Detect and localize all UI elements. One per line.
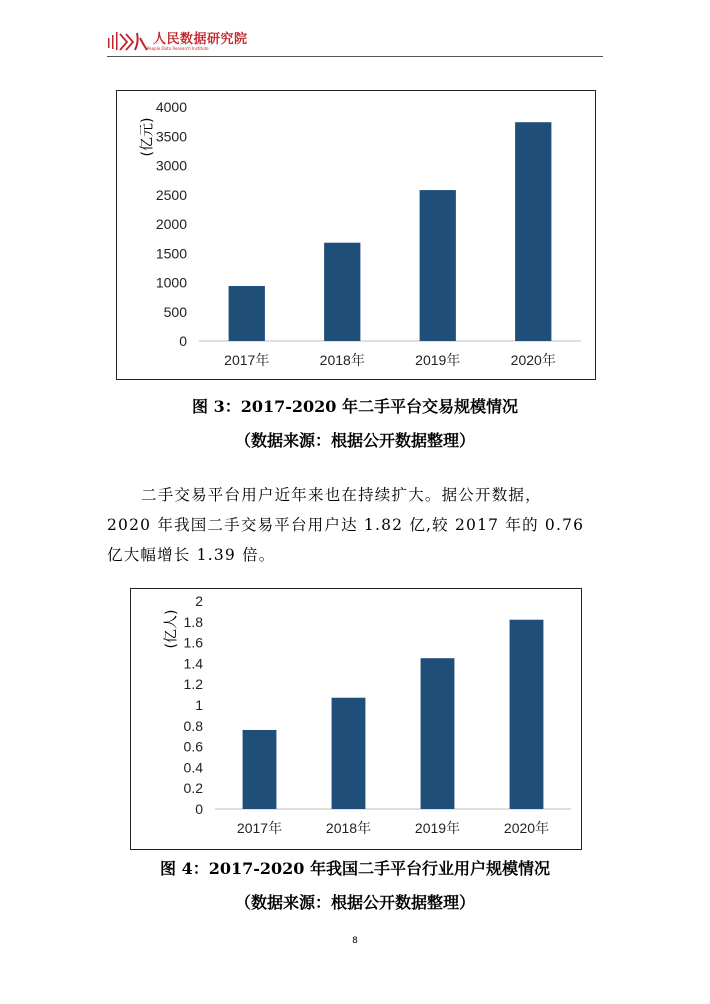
chart2-ytick-label: 2 [195,593,203,609]
chart2-ytick-label: 0.6 [183,738,203,755]
logo-subtext: People Data Research Institute [147,46,209,51]
chart1-ytick-label: 4000 [155,99,187,115]
paragraph-line-1: 二手交易平台用户近年来也在持续扩大。据公开数据， [141,486,542,504]
header-divider [107,56,603,57]
body-paragraph [107,480,603,570]
chart1-ytick-label: 1000 [155,274,187,291]
logo-text: 人民数据研究院 [153,32,248,47]
chart1-xtick-label: 2017年 [224,352,270,368]
chart1-ytick-label: 3000 [155,157,187,174]
chart1-xtick-label: 2020年 [510,352,556,368]
chart1-ytick-label: 500 [163,303,187,320]
chart2-ytick-label: 1.4 [183,655,203,672]
page-header [107,24,603,60]
chart2-xtick-label: 2018年 [325,820,372,836]
paragraph-line-2: 2020 年我国二手交易平台用户达 1.82 亿,较 2017 年的 0.76 [107,516,585,534]
chart2-ytick-label: 0.4 [183,759,203,776]
chart1-bar-2020年 [515,122,551,341]
chart2-xtick-label: 2019年 [414,820,461,836]
chart2-ytick-label: 1 [195,697,203,713]
chart2-ytick-label: 0.2 [183,780,203,797]
chart1-ytick-label: 2000 [155,216,187,232]
chart1-bar-2018年 [324,243,360,341]
paragraph-line-3: 亿大幅增长 1.39 倍。 [107,546,276,564]
chart2-bar-2020年 [510,620,544,809]
chart2-bar-2017年 [243,730,277,809]
chart1-ytick-label: 3500 [155,128,187,145]
chart2-bar-2018年 [332,698,366,809]
figure4-source: （数据来源：根据公开数据整理） [234,893,475,912]
chart1-ytick-label: 1500 [155,245,187,262]
chart-transaction-scale-svg [117,91,595,379]
chart-user-scale [130,588,582,850]
chart-user-scale-svg [131,589,581,849]
chart2-xtick-label: 2020年 [503,820,550,836]
chart2-ytick-label: 0.8 [183,717,203,734]
chart2-ytick-label: 1.8 [183,613,203,630]
chart2-xtick-label: 2017年 [236,820,283,836]
chart1-bar-2019年 [420,190,456,341]
chart2-ytick-label: 1.2 [183,676,203,693]
page-number: 8 [352,936,358,946]
chart2-ytick-label: 1.6 [183,634,203,651]
chart1-xtick-label: 2019年 [415,352,461,368]
figure3-source: （数据来源：根据公开数据整理） [234,431,475,450]
chart1-ytick-label: 0 [179,333,187,349]
figure3-caption: 图 3：2017-2020 年二手平台交易规模情况 [192,397,518,416]
chart2-ytick-label: 0 [195,801,203,817]
chart2-ylabel: (亿人) [163,609,180,649]
figure4-caption: 图 4：2017-2020 年我国二手平台行业用户规模情况 [160,859,550,878]
chart1-ytick-label: 2500 [155,186,187,203]
chart1-bar-2017年 [229,286,265,341]
logo-icon [107,30,149,54]
chart2-bar-2019年 [421,658,455,809]
chart-transaction-scale [116,90,596,380]
chart1-ylabel: (亿元) [139,117,156,157]
chart1-xtick-label: 2018年 [319,352,365,368]
